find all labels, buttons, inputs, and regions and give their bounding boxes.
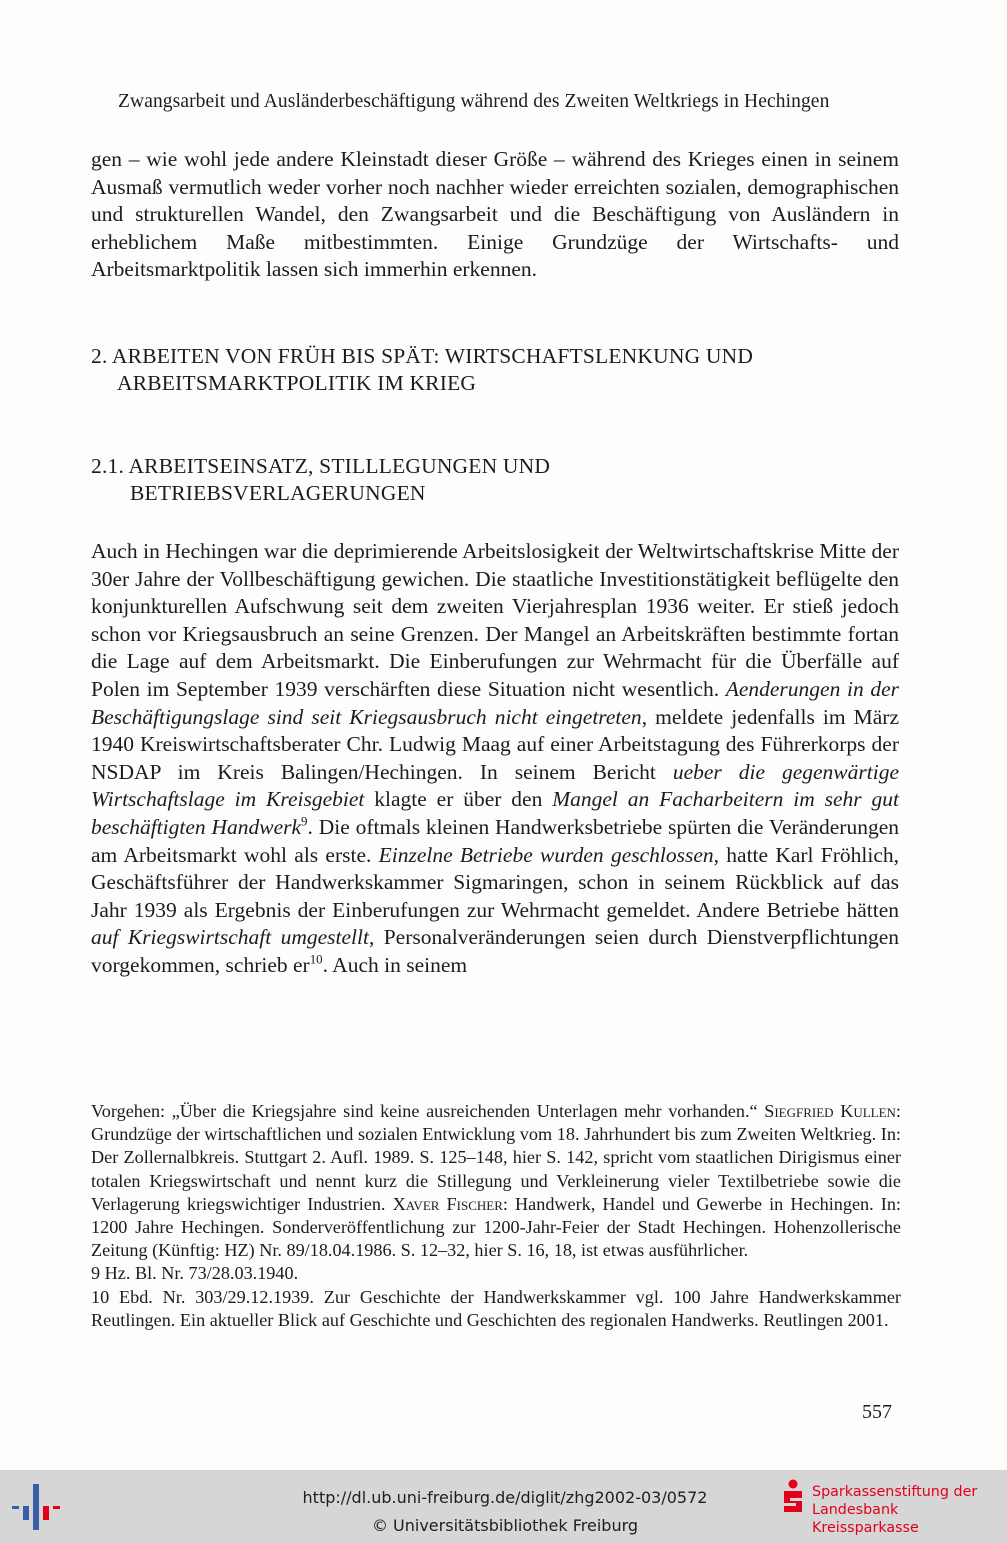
text-run: 9 Hz. Bl. Nr. 73/28.03.1940.	[91, 1263, 299, 1284]
text-run: , meldete jedenfalls im März 1940 Kreiswirtschaftsberater Chr. Ludwig Maag auf einer Arbeitstagung des Führerkorps der NSDAP im Kreis Balingen/Hechingen. In seinem Bericht	[91, 704, 900, 784]
section-heading-2-line-2: ARBEITSMARKTPOLITIK IM KRIEG	[117, 371, 477, 395]
section-heading-2-line-1	[91, 343, 903, 370]
quoted-italic: Mangel an Facharbeitern im sehr gut beschäftigten Handwerk	[91, 787, 899, 839]
text-run: Auch in Hechingen war die deprimierende Arbeitslosigkeit der Weltwirtschaftskrise Mitte der 30er Jahre der Vollbeschäftigung gewichen. Die staatliche Investitionstätigkeit beflügelte den konjunkturellen Aufschwung seit dem zweiten Vierjahresplan 1936 weiter. Er stieß jedoch schon vor Kriegsausbruch an seine Grenzen. Der Mangel an Arbeitskräften bestimmte fortan die Lage auf dem Arbeitsmarkt. Die Einberufungen zur Wehrmacht für die Überfälle auf Polen im September 1939 verschärften diese Situation nicht wesentlich.	[91, 539, 899, 701]
author-name: Xaver Fischer	[392, 1193, 503, 1214]
text-run: . Auch in seinem	[322, 952, 468, 977]
section-heading-2	[91, 343, 903, 397]
quoted-italic: auf Kriegswirtschaft umgestellt	[91, 925, 369, 950]
sponsor-line-1: Sparkassenstiftung der	[812, 1484, 978, 1500]
footnote-10	[91, 1286, 901, 1332]
sparkasse-logo-icon	[780, 1479, 806, 1515]
footnote-9	[91, 1262, 901, 1285]
sponsor-line-2: Landesbank Kreissparkasse	[812, 1502, 919, 1536]
quoted-italic: Aenderungen in der Beschäftigungslage sind seit Kriegsausbruch nicht eingetreten	[91, 676, 900, 729]
footnotes	[91, 1100, 901, 1332]
running-header: Zwangsarbeit und Ausländerbeschäftigung während des Zweiten Weltkriegs in Hechingen	[118, 91, 830, 112]
author-name: Siegfried Kullen	[764, 1101, 896, 1121]
footer-url-link[interactable]: http://dl.ub.uni-freiburg.de/diglit/zhg2002-03/0572	[302, 1488, 708, 1507]
text-run: : Handwerk, Handel und Gewerbe in Hechingen. In: 1200 Jahre Hechingen. Sonderveröffentlichung zur 1200-Jahr-Feier der Stadt Hechingen. Hohenzollerische Zeitung (Künftig: HZ) Nr. 89/18.04.1986. S. 12–32, hier S. 16, 18, ist etwas ausführlicher.	[91, 1193, 901, 1261]
quoted-italic: Einzelne Betriebe wurden geschlossen	[378, 842, 714, 867]
footnote-continuation	[91, 1100, 901, 1262]
text-run: , hatte Karl Fröhlich, Geschäftsführer der Handwerkskammer Sigmaringen, schon in seinem Rückblick auf das Jahr 1939 als Ergebnis der Einberufungen zur Wehrmacht gemeldet. Andere Betriebe hätten	[91, 842, 900, 922]
section-title: ARBEITEN VON FRÜH BIS SPÄT: WIRTSCHAFTSLENKUNG UND	[111, 344, 754, 368]
footer-copyright: © Universitätsbibliothek Freiburg	[371, 1516, 639, 1535]
section-number: 2.	[91, 344, 108, 368]
page-number: 557	[862, 1401, 892, 1423]
text-run: : Grundzüge der wirtschaftlichen und sozialen Entwicklung vom 18. Jahrhundert bis zum Zweiten Weltkrieg. In: Der Zollernalbkreis. Stuttgart 2. Aufl. 1989. S. 125–148, hier S. 142, spricht vom staatlichen Dirigismus einer totalen Kriegswirtschaft und nennt kurz die Stillegung und Verkleinerung vieler Textilbetriebe sowie die Verlagerung kriegswichtiger Industrien.	[91, 1101, 901, 1214]
text-run: . Die oftmals kleinen Handwerksbetriebe spürten die Veränderungen am Arbeitsmarkt wohl als erste.	[91, 814, 899, 867]
paragraph-1	[91, 146, 899, 284]
text-run: , Personalveränderungen seien durch Dienstverpflichtungen vorgekommen, schrieb er	[91, 925, 899, 977]
text-run: gen – wie wohl jede andere Kleinstadt dieser Größe – während des Krieges einen in seinem Ausmaß vermutlich weder vorher noch nachher wieder erreichten sozialen, demographischen und strukturellen Wandel, den Zwangsarbeit und die Beschäftigung von Ausländern in erheblichem Maße mitbestimmten. Einige Grundzüge der Wirtschafts- und Arbeitsmarktpolitik lassen sich immerhin erkennen.	[91, 147, 899, 282]
footnote-ref: 10	[309, 952, 323, 967]
text-run: 10 Ebd. Nr. 303/29.12.1939. Zur Geschichte der Handwerkskammer vgl. 100 Jahre Handwerkskammer Reutlingen. Ein aktueller Blick auf Geschichte und Geschichten des regionalen Handwerks. Reutlingen 2001.	[91, 1286, 901, 1330]
footnote-ref: 9	[301, 814, 308, 829]
quoted-italic: ueber die gegenwärtige Wirtschaftslage im Kreisgebiet	[91, 759, 899, 812]
subsection-title: ARBEITSEINSATZ, STILLLEGUNGEN UND	[128, 454, 551, 478]
section-heading-2-1	[91, 453, 903, 507]
footer-bar	[0, 1470, 1007, 1543]
section-heading-2-1-line-1	[91, 453, 903, 480]
ub-freiburg-logo-icon	[10, 1482, 66, 1532]
text-run: klagte er über den	[364, 787, 553, 812]
text-run: Vorgehen: „Über die Kriegsjahre sind keine ausreichenden Unterlagen mehr vorhanden.“	[91, 1101, 765, 1121]
section-heading-2-1-line-2: BETRIEBSVERLAGERUNGEN	[130, 481, 426, 505]
sponsor-text	[812, 1483, 1007, 1537]
subsection-number: 2.1.	[91, 454, 125, 478]
paragraph-2	[91, 538, 899, 980]
